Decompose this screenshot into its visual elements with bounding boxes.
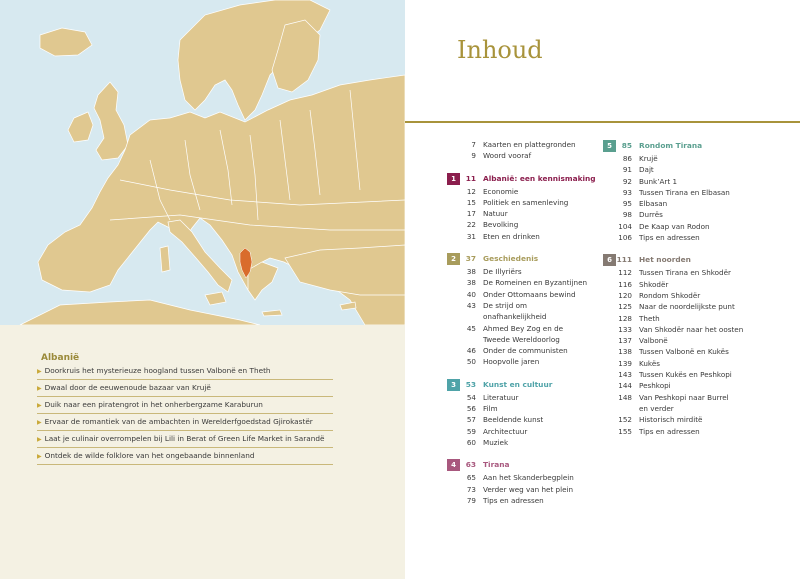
toc-entry[interactable] bbox=[447, 392, 597, 403]
toc-entry-page: 120 bbox=[618, 290, 632, 300]
toc-entry-page: 15 bbox=[466, 197, 476, 207]
toc-entry-title: Kaarten en plattegronden bbox=[483, 140, 576, 149]
toc-entry[interactable] bbox=[447, 231, 597, 242]
section-number-badge: 1 bbox=[447, 173, 460, 185]
toc-entry-title: Durrës bbox=[639, 210, 663, 220]
toc-section-title: Albanië: een kennismaking bbox=[483, 173, 596, 183]
toc-entry-title: Tweede Wereldoorlog bbox=[483, 334, 560, 344]
toc-entry-title: onafhankelijkheid bbox=[483, 312, 547, 322]
toc-entry-page: 54 bbox=[466, 392, 476, 402]
toc-entry-title: Hoopvolle jaren bbox=[483, 357, 540, 367]
toc-entry-page: 12 bbox=[466, 186, 476, 196]
toc-entry-page: 73 bbox=[466, 484, 476, 494]
toc-entry[interactable] bbox=[447, 437, 597, 448]
section-number-badge: 5 bbox=[603, 140, 616, 152]
toc-entry[interactable] bbox=[603, 153, 753, 164]
toc-entry[interactable] bbox=[447, 139, 597, 150]
toc-entry-page: 155 bbox=[618, 426, 632, 436]
toc-entry[interactable] bbox=[603, 313, 753, 324]
toc-entry-title: Aan het Skanderbegplein bbox=[483, 473, 574, 483]
toc-entry-page: 38 bbox=[466, 278, 476, 288]
toc-entry-title: De strijd om bbox=[483, 300, 527, 310]
toc-entry-title: Historisch mirditë bbox=[639, 415, 703, 425]
toc-entry[interactable] bbox=[603, 380, 753, 391]
toc-entry[interactable] bbox=[603, 209, 753, 220]
toc-entry-title: Woord vooraf bbox=[483, 151, 532, 161]
toc-entry[interactable] bbox=[603, 346, 753, 357]
toc-entry[interactable] bbox=[447, 495, 597, 506]
toc-entry[interactable] bbox=[447, 403, 597, 414]
toc-entry[interactable] bbox=[603, 164, 753, 175]
highlights-title: Albanië bbox=[41, 353, 80, 363]
toc-entry[interactable] bbox=[447, 311, 597, 322]
toc-entry-page: 92 bbox=[622, 176, 632, 186]
toc-entry-page: 128 bbox=[618, 313, 632, 323]
toc-entry[interactable] bbox=[603, 198, 753, 209]
toc-section-page: 11 bbox=[465, 173, 476, 183]
highlights-list bbox=[37, 363, 333, 465]
section-number-badge: 3 bbox=[447, 379, 460, 391]
toc-section-header[interactable] bbox=[447, 458, 597, 472]
toc-entry-page: 98 bbox=[622, 210, 632, 220]
toc-entry-page: 65 bbox=[466, 473, 476, 483]
toc-entry-title: Literatuur bbox=[483, 392, 519, 402]
toc-entry-page: 139 bbox=[618, 358, 632, 368]
toc-entry-page: 17 bbox=[466, 209, 476, 219]
toc-section-page: 85 bbox=[621, 141, 632, 150]
toc-entry[interactable] bbox=[603, 358, 753, 369]
toc-entry-page: 40 bbox=[466, 289, 476, 299]
toc-entry[interactable] bbox=[447, 186, 597, 197]
toc-entry-page: 46 bbox=[466, 346, 476, 356]
toc-entry-title: Bunk’Art 1 bbox=[639, 176, 678, 186]
toc-entry-title: Shkodër bbox=[639, 279, 669, 289]
toc-entry[interactable] bbox=[447, 300, 597, 311]
title-rule bbox=[405, 121, 800, 123]
toc-entry-page: 31 bbox=[466, 231, 476, 241]
toc-column-left bbox=[447, 139, 597, 506]
section-number-badge: 2 bbox=[447, 253, 460, 265]
toc-entry[interactable] bbox=[447, 323, 597, 334]
section-number-badge: 4 bbox=[447, 459, 460, 471]
toc-entry[interactable] bbox=[603, 426, 753, 437]
toc-entry[interactable] bbox=[447, 277, 597, 288]
toc-entry-page: 106 bbox=[618, 233, 632, 243]
toc-entry-page: 22 bbox=[466, 220, 476, 230]
toc-entry-title: en verder bbox=[639, 403, 674, 413]
toc-entry-page: 60 bbox=[466, 437, 476, 447]
toc-entry-title: Architectuur bbox=[483, 426, 528, 436]
toc-entry-title: Tips en adressen bbox=[639, 426, 700, 436]
highlight-item bbox=[37, 448, 333, 465]
toc-entry-title: De Kaap van Rodon bbox=[639, 221, 710, 231]
arrow-right-icon: ▶ bbox=[37, 453, 42, 460]
toc-entry-page: 79 bbox=[466, 495, 476, 505]
highlight-item bbox=[37, 397, 333, 414]
toc-section-header[interactable] bbox=[603, 253, 753, 267]
highlight-item bbox=[37, 363, 333, 380]
toc-entry-page: 50 bbox=[466, 357, 476, 367]
toc-entry-page: 86 bbox=[622, 154, 632, 163]
toc-section-title: Geschiedenis bbox=[483, 254, 539, 264]
toc-entry[interactable] bbox=[447, 484, 597, 495]
toc-entry-title: Eten en drinken bbox=[483, 231, 540, 241]
toc-entry-title: Verder weg van het plein bbox=[483, 484, 574, 494]
toc-entry-title: Peshkopi bbox=[639, 381, 671, 391]
toc-entry-title: Naar de noordelijkste punt bbox=[639, 302, 735, 312]
toc-section-page: 37 bbox=[465, 254, 476, 264]
toc-entry-title: Kukës bbox=[639, 358, 660, 368]
toc-entry-title: Van Shkodër naar het oosten bbox=[639, 324, 744, 334]
toc-entry-page: 56 bbox=[466, 404, 476, 414]
arrow-right-icon: ▶ bbox=[37, 402, 42, 409]
toc-entry-title: Van Peshkopi naar Burrel bbox=[639, 392, 729, 402]
highlight-item bbox=[37, 431, 333, 448]
toc-section-title: Kunst en cultuur bbox=[483, 379, 553, 389]
highlight-text: Doorkruis het mysterieuze hoogland tussen Valbonë en Theth bbox=[44, 366, 271, 375]
toc-entry[interactable] bbox=[603, 279, 753, 290]
toc-entry-title: De Illyriërs bbox=[483, 267, 522, 277]
toc-entry[interactable] bbox=[447, 208, 597, 219]
toc-entry-page: 91 bbox=[622, 165, 632, 175]
page-title: Inhoud bbox=[457, 36, 543, 64]
section-gap bbox=[447, 242, 597, 252]
toc-entry-page: 148 bbox=[618, 392, 632, 402]
toc-section-header[interactable] bbox=[447, 378, 597, 392]
toc-entry-title: Tussen Tirana en Shkodër bbox=[639, 268, 731, 278]
toc-entry-page: 9 bbox=[471, 151, 476, 161]
toc-entry[interactable] bbox=[447, 197, 597, 208]
toc-entry[interactable] bbox=[447, 289, 597, 300]
toc-entry-title: Rondom Shkodër bbox=[639, 290, 701, 300]
toc-entry[interactable] bbox=[603, 232, 753, 243]
toc-section-page: 111 bbox=[616, 255, 632, 265]
toc-section-title: Tirana bbox=[483, 460, 510, 470]
toc-entry-page: 137 bbox=[618, 336, 632, 346]
toc-entry-page: 138 bbox=[618, 347, 632, 357]
toc-entry-page: 133 bbox=[618, 324, 632, 334]
europe-map-graphic bbox=[0, 0, 405, 325]
toc-entry-title: Economie bbox=[483, 186, 519, 196]
highlight-item bbox=[37, 380, 333, 397]
toc-entry[interactable] bbox=[603, 176, 753, 187]
toc-entry-page: 7 bbox=[471, 140, 476, 149]
toc-entry-page: 95 bbox=[622, 199, 632, 209]
sardinia-landmass bbox=[160, 246, 170, 272]
highlight-text: Dwaal door de eeuwenoude bazaar van Krujë bbox=[44, 383, 211, 392]
toc-entry[interactable] bbox=[603, 369, 753, 380]
toc-entry-title: Tussen Kukës en Peshkopi bbox=[639, 370, 732, 380]
section-number-badge: 6 bbox=[603, 254, 616, 266]
toc-entry-title: Elbasan bbox=[639, 199, 668, 209]
section-gap bbox=[447, 162, 597, 172]
toc-entry-page: 152 bbox=[618, 415, 632, 425]
toc-entry-title: Beeldende kunst bbox=[483, 415, 544, 425]
toc-entry[interactable] bbox=[447, 266, 597, 277]
toc-entry-title: Onder de communisten bbox=[483, 346, 568, 356]
toc-entry-page: 57 bbox=[466, 415, 476, 425]
toc-entry[interactable] bbox=[603, 301, 753, 312]
toc-entry-title: Ahmed Bey Zog en de bbox=[483, 323, 564, 333]
toc-section-title: Het noorden bbox=[639, 255, 691, 265]
toc-entry-title: Tussen Tirana en Elbasan bbox=[639, 187, 730, 197]
toc-section-header[interactable] bbox=[447, 252, 597, 266]
toc-entry-title: Theth bbox=[639, 313, 660, 323]
toc-column-right bbox=[603, 139, 753, 437]
toc-entry[interactable] bbox=[603, 414, 753, 425]
toc-entry-page: 43 bbox=[466, 300, 476, 310]
arrow-right-icon: ▶ bbox=[37, 419, 42, 426]
toc-entry-title: Film bbox=[483, 404, 498, 414]
toc-entry-title: Tussen Valbonë en Kukës bbox=[639, 347, 729, 357]
arrow-right-icon: ▶ bbox=[37, 385, 42, 392]
toc-entry-page: 59 bbox=[466, 426, 476, 436]
highlight-text: Ervaar de romantiek van de ambachten in Werelderfgoedstad Gjirokastër bbox=[44, 417, 313, 426]
toc-section-page: 53 bbox=[465, 379, 476, 389]
toc-section-header[interactable] bbox=[603, 139, 753, 153]
highlight-text: Ontdek de wilde folklore van het ongebaande binnenland bbox=[44, 451, 255, 460]
toc-entry-title: Valbonë bbox=[639, 336, 668, 346]
toc-entry[interactable] bbox=[603, 324, 753, 335]
toc-entry-title: Krujë bbox=[639, 154, 658, 163]
toc-entry[interactable] bbox=[603, 221, 753, 232]
toc-entry[interactable] bbox=[447, 345, 597, 356]
toc-entry[interactable] bbox=[447, 414, 597, 425]
toc-entry-page: 38 bbox=[466, 267, 476, 277]
toc-entry-page: 143 bbox=[618, 370, 632, 380]
arrow-right-icon: ▶ bbox=[37, 368, 42, 375]
toc-entry[interactable] bbox=[447, 356, 597, 367]
toc-entry[interactable] bbox=[603, 403, 753, 414]
toc-entry[interactable] bbox=[447, 426, 597, 437]
highlight-text: Duik naar een piratengrot in het onherbergzame Karaburun bbox=[44, 400, 263, 409]
highlight-text: Laat je culinair overrompelen bij Lili in Berat of Green Life Market in Sarandë bbox=[44, 434, 325, 443]
toc-entry[interactable] bbox=[447, 334, 597, 345]
europe-map bbox=[0, 0, 405, 325]
toc-entry-title: Bevolking bbox=[483, 220, 519, 230]
toc-entry-page: 45 bbox=[466, 323, 476, 333]
toc-entry-title: Tips en adressen bbox=[483, 495, 544, 505]
toc-entry-title: Onder Ottomaans bewind bbox=[483, 289, 576, 299]
toc-section-header[interactable] bbox=[447, 172, 597, 186]
toc-entry-page: 93 bbox=[622, 187, 632, 197]
toc-entry-page: 112 bbox=[618, 268, 632, 278]
toc-entry[interactable] bbox=[603, 267, 753, 278]
section-gap bbox=[447, 368, 597, 378]
section-gap bbox=[603, 243, 753, 253]
arrow-right-icon: ▶ bbox=[37, 436, 42, 443]
toc-section-title: Rondom Tirana bbox=[639, 141, 703, 150]
toc-entry[interactable] bbox=[447, 472, 597, 483]
toc-entry-title: Natuur bbox=[483, 209, 508, 219]
section-gap bbox=[447, 448, 597, 458]
toc-entry-title: Tips en adressen bbox=[639, 233, 700, 243]
toc-entry[interactable] bbox=[603, 335, 753, 346]
toc-entry[interactable] bbox=[603, 290, 753, 301]
toc-entry-title: Muziek bbox=[483, 437, 509, 447]
toc-entry[interactable] bbox=[447, 219, 597, 230]
toc-entry[interactable] bbox=[603, 392, 753, 403]
toc-entry-page: 125 bbox=[618, 302, 632, 312]
toc-entry-page: 144 bbox=[618, 381, 632, 391]
toc-entry-title: Dajt bbox=[639, 165, 654, 175]
toc-entry-title: Politiek en samenleving bbox=[483, 197, 569, 207]
toc-entry[interactable] bbox=[447, 150, 597, 161]
toc-entry[interactable] bbox=[603, 187, 753, 198]
toc-entry-title: De Romeinen en Byzantijnen bbox=[483, 278, 588, 288]
toc-section-page: 63 bbox=[465, 460, 476, 470]
toc-entry-page: 116 bbox=[618, 279, 632, 289]
highlight-item bbox=[37, 414, 333, 431]
toc-entry-page: 104 bbox=[618, 221, 632, 231]
